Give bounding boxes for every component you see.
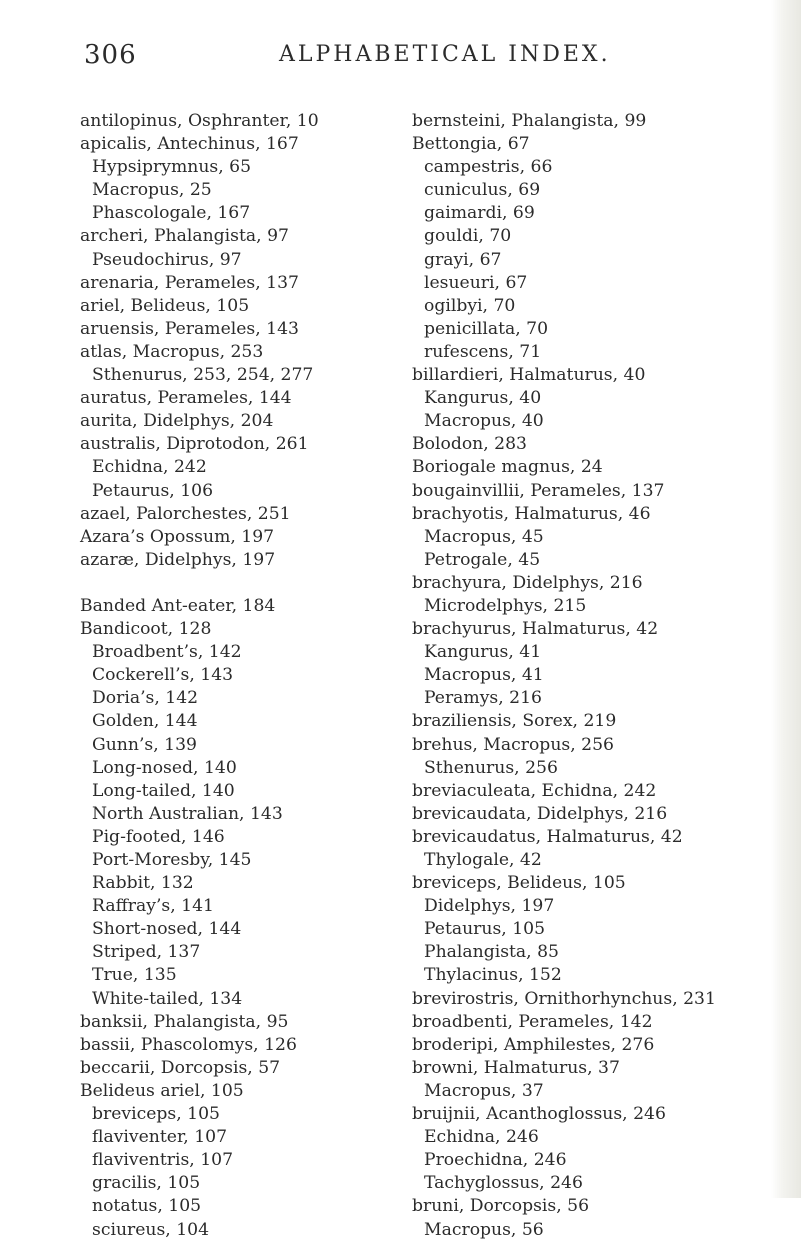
index-entry: bougainvillii, Perameles, 137 — [412, 480, 665, 501]
index-subentry: Petaurus, 106 — [92, 480, 214, 501]
index-subentry: Pig-footed, 146 — [92, 826, 225, 847]
index-entry: beccarii, Dorcopsis, 57 — [80, 1057, 281, 1078]
index-subentry: flaviventris, 107 — [92, 1150, 234, 1171]
index-entry: Bettongia, 67 — [412, 134, 530, 155]
index-subentry: ogilbyi, 70 — [424, 295, 516, 316]
index-subentry: Kangurus, 41 — [424, 642, 542, 663]
index-subentry: Microdelphys, 215 — [424, 595, 587, 616]
index-subentry: Proechidna, 246 — [424, 1150, 567, 1171]
index-entry: ariel, Belideus, 105 — [80, 295, 250, 316]
index-subentry: Kangurus, 40 — [424, 388, 542, 409]
index-subentry: Sthenurus, 256 — [424, 757, 558, 778]
index-entry: bassii, Phascolomys, 126 — [80, 1034, 297, 1055]
index-subentry: rufescens, 71 — [424, 341, 542, 362]
index-entry: azael, Palorchestes, 251 — [80, 503, 291, 524]
index-entry: bruijnii, Acanthoglossus, 246 — [412, 1104, 666, 1125]
index-subentry: Pseudochirus, 97 — [92, 249, 242, 270]
index-entry: archeri, Phalangista, 97 — [80, 226, 289, 247]
index-subentry: Cockerell’s, 143 — [92, 665, 234, 686]
index-subentry: penicillata, 70 — [424, 318, 549, 339]
index-subentry: Macropus, 45 — [424, 526, 544, 547]
index-entry: broadbenti, Perameles, 142 — [412, 1011, 653, 1032]
index-entry: Boriogale magnus, 24 — [412, 457, 603, 478]
page-header — [84, 40, 684, 80]
index-entry: azaræ, Didelphys, 197 — [80, 549, 276, 570]
index-entry: breviceps, Belideus, 105 — [412, 873, 626, 894]
index-entry: brehus, Macropus, 256 — [412, 734, 614, 755]
index-entry: arenaria, Perameles, 137 — [80, 272, 299, 293]
index-entry: Belideus ariel, 105 — [80, 1080, 244, 1101]
index-entry: aurita, Didelphys, 204 — [80, 411, 274, 432]
index-entry: bruni, Dorcopsis, 56 — [412, 1196, 590, 1217]
index-subentry: gouldi, 70 — [424, 226, 512, 247]
index-entry: apicalis, Antechinus, 167 — [80, 134, 299, 155]
index-subentry: Macropus, 56 — [424, 1219, 544, 1240]
index-subentry: Phalangista, 85 — [424, 942, 559, 963]
index-column-right — [412, 110, 792, 1242]
index-subentry: Long-nosed, 140 — [92, 757, 237, 778]
index-subentry: Phascologale, 167 — [92, 203, 251, 224]
index-subentry: Short-nosed, 144 — [92, 919, 242, 940]
index-subentry: Rabbit, 132 — [92, 873, 194, 894]
index-subentry: Macropus, 25 — [92, 180, 212, 201]
index-subentry: gracilis, 105 — [92, 1173, 201, 1194]
index-entry: banksii, Phalangista, 95 — [80, 1011, 289, 1032]
index-subentry: Doria’s, 142 — [92, 688, 199, 709]
index-entry: Bandicoot, 128 — [80, 619, 212, 640]
index-subentry: North Australian, 143 — [92, 803, 283, 824]
index-entry: brevirostris, Ornithorhynchus, 231 — [412, 988, 716, 1009]
index-subentry: Gunn’s, 139 — [92, 734, 197, 755]
index-entry: antilopinus, Osphranter, 10 — [80, 111, 319, 131]
index-subentry: grayi, 67 — [424, 249, 502, 270]
index-entry: brachyurus, Halmaturus, 42 — [412, 619, 659, 640]
index-subentry: Broadbent’s, 142 — [92, 642, 242, 663]
index-subentry: lesueuri, 67 — [424, 272, 528, 293]
index-entry: brevicaudatus, Halmaturus, 42 — [412, 826, 683, 847]
index-subentry: flaviventer, 107 — [92, 1127, 228, 1148]
index-subentry: Hypsiprymnus, 65 — [92, 157, 252, 178]
index-subentry: True, 135 — [92, 965, 177, 986]
index-entry: brachyotis, Halmaturus, 46 — [412, 503, 651, 524]
index-entry: bernsteini, Phalangista, 99 — [412, 111, 647, 131]
index-subentry: Macropus, 37 — [424, 1080, 544, 1101]
index-subentry: Peramys, 216 — [424, 688, 542, 709]
index-entry: broderipi, Amphilestes, 276 — [412, 1034, 655, 1055]
index-entry: atlas, Macropus, 253 — [80, 341, 264, 362]
index-subentry: Tachyglossus, 246 — [424, 1173, 583, 1194]
index-subentry: sciureus, 104 — [92, 1219, 210, 1240]
index-subentry: Raffray’s, 141 — [92, 896, 214, 917]
index-subentry: Sthenurus, 253, 254, 277 — [92, 365, 314, 386]
index-subentry: Echidna, 246 — [424, 1127, 539, 1148]
index-entry: aruensis, Perameles, 143 — [80, 318, 299, 339]
index-entry: braziliensis, Sorex, 219 — [412, 711, 617, 732]
index-subentry: gaimardi, 69 — [424, 203, 535, 224]
index-subentry: Thylogale, 42 — [424, 850, 542, 870]
index-subentry: Macropus, 41 — [424, 665, 544, 686]
index-entry: brevicaudata, Didelphys, 216 — [412, 803, 668, 824]
index-entry: Azara’s Opossum, 197 — [80, 526, 275, 547]
index-entry: Bolodon, 283 — [412, 434, 527, 455]
index-entry: auratus, Perameles, 144 — [80, 388, 292, 409]
index-subentry: White-tailed, 134 — [92, 988, 243, 1009]
index-subentry: Echidna, 242 — [92, 457, 207, 478]
index-subentry: Macropus, 40 — [424, 411, 544, 432]
page-number: 306 — [84, 40, 137, 70]
index-entry: australis, Diprotodon, 261 — [80, 434, 309, 455]
index-subentry: Striped, 137 — [92, 942, 201, 963]
index-subentry: Thylacinus, 152 — [424, 965, 562, 986]
index-subentry: Petrogale, 45 — [424, 549, 541, 570]
running-head: ALPHABETICAL INDEX. — [279, 42, 611, 67]
index-entry: billardieri, Halmaturus, 40 — [412, 365, 646, 386]
index-gap — [80, 572, 400, 595]
index-subentry: Petaurus, 105 — [424, 919, 546, 940]
index-subentry: notatus, 105 — [92, 1196, 202, 1217]
index-subentry: Port-Moresby, 145 — [92, 850, 252, 870]
index-entry: brachyura, Didelphys, 216 — [412, 572, 643, 593]
index-subentry: Long-tailed, 140 — [92, 780, 235, 801]
index-entry: Banded Ant-eater, 184 — [80, 595, 276, 616]
index-subentry: Didelphys, 197 — [424, 896, 555, 917]
index-column-left — [80, 110, 400, 1242]
index-subentry: cuniculus, 69 — [424, 180, 541, 201]
index-entry: browni, Halmaturus, 37 — [412, 1057, 620, 1078]
index-subentry: breviceps, 105 — [92, 1104, 220, 1125]
index-subentry: Golden, 144 — [92, 711, 198, 732]
index-entry: breviaculeata, Echidna, 242 — [412, 780, 657, 801]
index-subentry: campestris, 66 — [424, 157, 553, 178]
